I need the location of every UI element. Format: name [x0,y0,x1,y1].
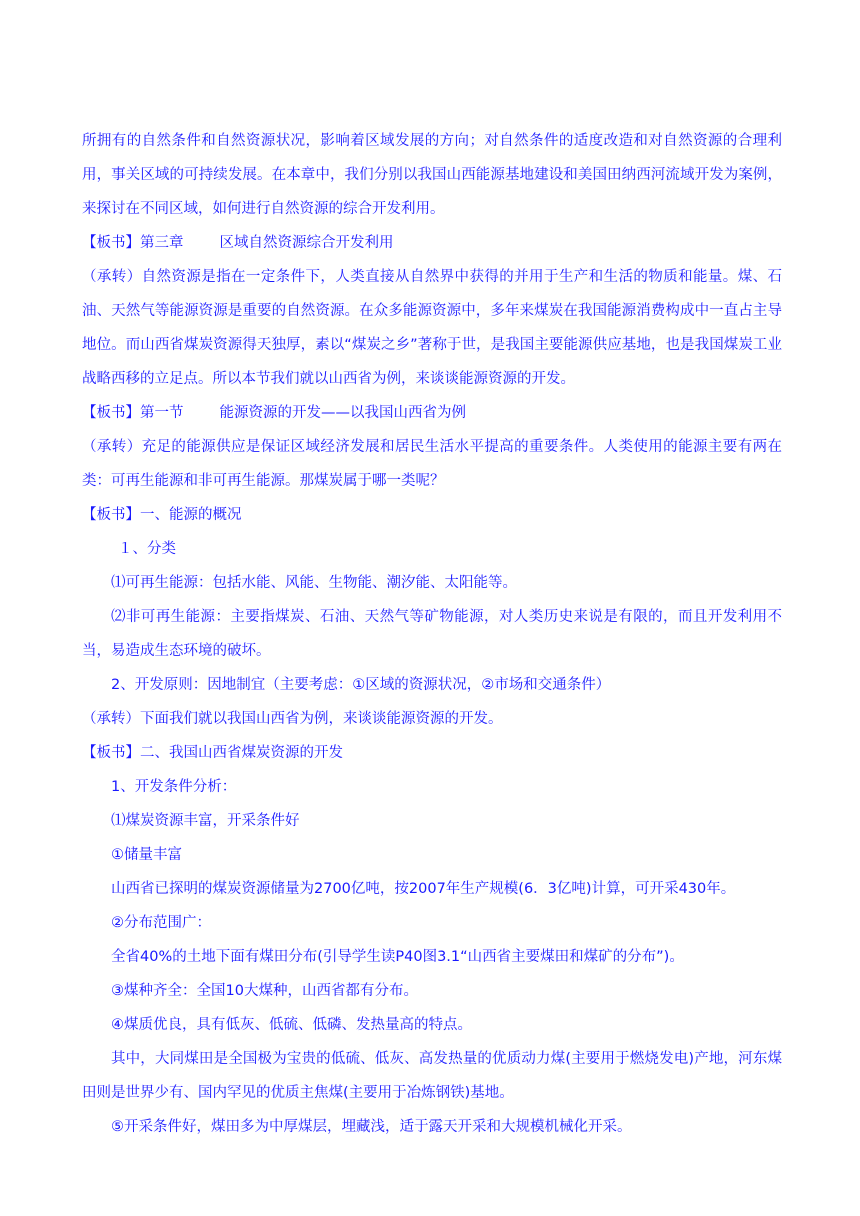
section-title: 能源资源的开发——以我国山西省为例 [219,405,466,421]
text-reserves-detail: 山西省已探明的煤炭资源储量为2700亿吨，按2007年生产规模(6．3亿吨)计算，可开采430年。 [111,881,736,897]
item-reserves: ①储量丰富 [111,847,182,863]
paragraph-transition-3: （承转）下面我们就以我国山西省为例，来谈谈能源资源的开发。 [82,711,503,727]
subheading-classification: １、分类 [118,541,176,557]
subheading-principle: 2、开发原则：因地制宜（主要考虑：①区域的资源状况，②市场和交通条件） [111,677,611,693]
heading-energy-overview: 【板书】一、能源的概况 [82,507,242,523]
chapter-title: 区域自然资源综合开发利用 [219,235,394,251]
heading-shanxi-coal: 【板书】二、我国山西省煤炭资源的开发 [82,745,343,761]
section-heading [82,396,782,430]
chapter-label: 【板书】第三章 [82,235,184,251]
item-nonrenewable: ⑵非可再生能源：主要指煤炭、石油、天然气等矿物能源，对人类历史来说是有限的，而且开发利用不当，易造成生态环境的破坏。 [82,609,782,659]
text-distribution-detail: 全省40%的土地下面有煤田分布(引导学生读P40图3.1“山西省主要煤田和煤矿的分布”)。 [111,949,684,965]
paragraph-intro: 所拥有的自然条件和自然资源状况，影响着区域发展的方向；对自然条件的适度改造和对自然资源的合理利用，事关区域的可持续发展。在本章中，我们分别以我国山西能源基地建设和美国田纳西河流域开发为案例，来探讨在不同区域，如何进行自然资源的综合开发利用。 [82,133,782,217]
text-coalfields: 其中，大同煤田是全国极为宝贵的低硫、低灰、高发热量的优质动力煤(主要用于燃烧发电)产地，河东煤田则是世界少有、国内罕见的优质主焦煤(主要用于冶炼钢铁)基地。 [82,1051,782,1101]
item-mining-conditions: ⑤开采条件好，煤田多为中厚煤层，埋藏浅，适于露天开采和大规模机械化开采。 [111,1119,632,1135]
section-label: 【板书】第一节 [82,405,184,421]
item-rich-resources: ⑴煤炭资源丰富，开采条件好 [111,813,300,829]
item-renewable: ⑴可再生能源：包括水能、风能、生物能、潮汐能、太阳能等。 [111,575,517,591]
document-body [82,124,782,1144]
paragraph-transition-2: （承转）充足的能源供应是保证区域经济发展和居民生活水平提高的重要条件。人类使用的能源主要有两在类：可再生能源和非可再生能源。那煤炭属于哪一类呢？ [82,439,782,489]
subheading-conditions: 1、开发条件分析： [111,779,237,795]
item-coal-types: ③煤种齐全：全国10大煤种，山西省都有分布。 [111,983,418,999]
paragraph-transition-1: （承转）自然资源是指在一定条件下，人类直接从自然界中获得的并用于生产和生活的物质和能量。煤、石油、天然气等能源资源是重要的自然资源。在众多能源资源中，多年来煤炭在我国能源消费构成中一直占主导地位。而山西省煤炭资源得天独厚，素以“煤炭之乡”著称于世，是我国主要能源供应基地，也是我国煤炭工业战略西移的立足点。所以本节我们就以山西省为例，来谈谈能源资源的开发。 [82,269,782,387]
chapter-heading [82,226,782,260]
item-distribution: ②分布范围广： [111,915,211,931]
item-coal-quality: ④煤质优良，具有低灰、低硫、低磷、发热量高的特点。 [111,1017,472,1033]
